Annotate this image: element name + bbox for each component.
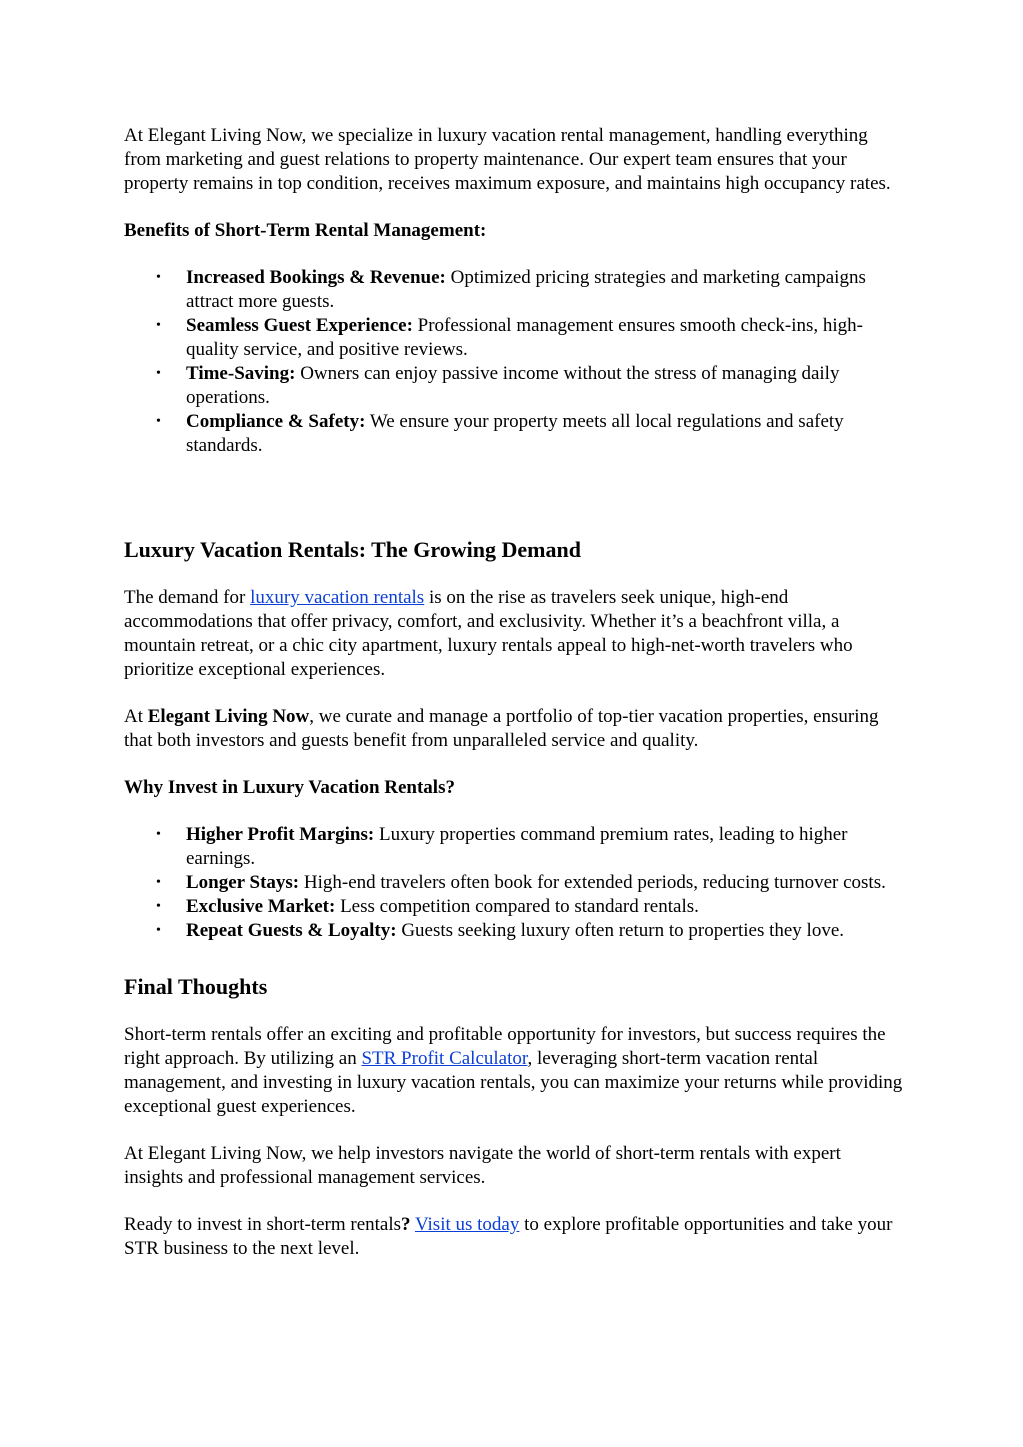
bullet-icon: • bbox=[156, 270, 161, 285]
bullet-icon: • bbox=[156, 875, 161, 890]
list-item bbox=[156, 895, 904, 919]
text-run: The demand for bbox=[124, 587, 251, 608]
item-text: We ensure your property meets all local regulations and safety standards. bbox=[186, 411, 844, 456]
question-mark: ? bbox=[401, 1214, 411, 1235]
luxury-paragraph-1 bbox=[124, 586, 904, 682]
item-text: Owners can enjoy passive income without the stress of managing daily operations. bbox=[186, 363, 840, 408]
final-thoughts-heading: Final Thoughts bbox=[124, 974, 268, 999]
text-run: to explore profitable opportunities and take your STR business to the next level. bbox=[124, 1214, 893, 1259]
text-run: , leveraging short-term vacation rental management, and investing in luxury vacation rentals, you can maximize your returns while providing exceptional guest experiences. bbox=[124, 1048, 903, 1117]
item-title: Compliance & Safety: bbox=[186, 411, 366, 432]
visit-us-today-link[interactable]: Visit us today bbox=[414, 1214, 520, 1235]
item-text: Optimized pricing strategies and marketing campaigns attract more guests. bbox=[186, 267, 866, 312]
item-text: Professional management ensures smooth check-ins, high-quality service, and positive reviews. bbox=[186, 315, 863, 360]
final-paragraph-2: At Elegant Living Now, we help investors navigate the world of short-term rentals with expert insights and professional management services. bbox=[124, 1143, 841, 1188]
intro-paragraph: At Elegant Living Now, we specialize in luxury vacation rental management, handling everything from marketing and guest relations to property maintenance. Our expert team ensures that your property remains in top condition, receives maximum exposure, and maintains high occupancy rates. bbox=[124, 125, 891, 194]
text-run: Ready to invest in short-term rentals bbox=[124, 1214, 402, 1235]
item-title: Higher Profit Margins: bbox=[186, 824, 375, 845]
text-run: is on the rise as travelers seek unique, high-end accommodations that offer privacy, comfort, and exclusivity. Whether it’s a beachfront villa, a mountain retreat, or a chic city apartment, luxury rentals appeal to high-net-worth travelers who prioritize exceptional experiences. bbox=[124, 587, 853, 680]
bullet-icon: • bbox=[156, 366, 161, 381]
item-title: Repeat Guests & Loyalty: bbox=[186, 920, 397, 941]
item-text: Luxury properties command premium rates, leading to higher earnings. bbox=[186, 824, 848, 869]
benefits-list bbox=[124, 266, 904, 458]
text-run: At bbox=[124, 706, 148, 727]
bullet-icon: • bbox=[156, 827, 161, 842]
item-text: Less competition compared to standard rentals. bbox=[335, 896, 699, 917]
luxury-heading: Luxury Vacation Rentals: The Growing Demand bbox=[124, 537, 581, 562]
bullet-icon: • bbox=[156, 414, 161, 429]
item-title: Seamless Guest Experience: bbox=[186, 315, 413, 336]
final-paragraph-1 bbox=[124, 1023, 904, 1119]
benefits-heading: Benefits of Short-Term Rental Management: bbox=[124, 220, 487, 241]
why-invest-heading: Why Invest in Luxury Vacation Rentals? bbox=[124, 777, 455, 798]
bullet-icon: • bbox=[156, 899, 161, 914]
text-run: , we curate and manage a portfolio of top-tier vacation properties, ensuring that both investors and guests benefit from unparalleled service and quality. bbox=[124, 706, 879, 751]
bullet-icon: • bbox=[156, 923, 161, 938]
list-item bbox=[156, 266, 904, 314]
item-text: Guests seeking luxury often return to properties they love. bbox=[396, 920, 845, 941]
company-name: Elegant Living Now bbox=[147, 706, 310, 727]
list-item bbox=[156, 871, 904, 895]
text-run: Short-term rentals offer an exciting and profitable opportunity for investors, but success requires the right approach. By utilizing an bbox=[124, 1024, 886, 1069]
why-invest-list bbox=[124, 823, 904, 943]
item-title: Increased Bookings & Revenue: bbox=[186, 267, 446, 288]
item-text: High-end travelers often book for extended periods, reducing turnover costs. bbox=[299, 872, 886, 893]
luxury-vacation-rentals-link[interactable]: luxury vacation rentals bbox=[250, 587, 425, 608]
list-item bbox=[156, 314, 904, 362]
list-item bbox=[156, 823, 904, 871]
luxury-paragraph-2 bbox=[124, 705, 904, 753]
list-item bbox=[156, 919, 904, 943]
list-item bbox=[156, 362, 904, 410]
bullet-icon: • bbox=[156, 318, 161, 333]
final-paragraph-3 bbox=[124, 1213, 904, 1261]
document-page bbox=[124, 124, 904, 1284]
item-title: Longer Stays: bbox=[186, 872, 300, 893]
list-item bbox=[156, 410, 904, 458]
str-profit-calculator-link[interactable]: STR Profit Calculator bbox=[361, 1048, 528, 1069]
item-title: Time-Saving: bbox=[186, 363, 296, 384]
item-title: Exclusive Market: bbox=[186, 896, 336, 917]
